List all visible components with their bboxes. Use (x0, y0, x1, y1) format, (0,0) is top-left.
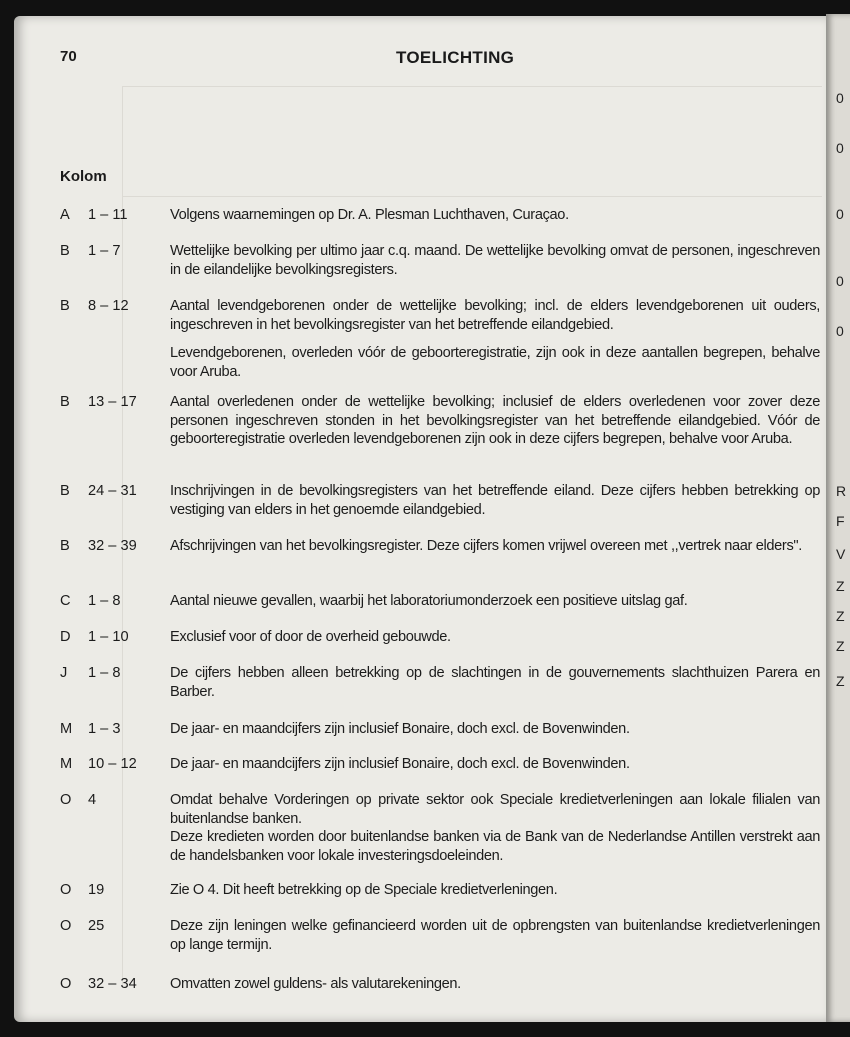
table-letter: O (60, 976, 72, 992)
column-range: 24 – 31 (88, 483, 137, 499)
note-paragraph: De jaar- en maandcijfers zijn inclusief Bonaire, doch excl. de Bovenwinden. (170, 756, 630, 772)
note-paragraph: Deze zijn leningen welke gefinancieerd worden uit de opbrengsten van buitenlandse kredietverleningen op lange termijn. (170, 918, 820, 953)
note-paragraph: Aantal overledenen onder de wettelijke bevolking; inclusief de elders overledenen voor zover deze personen ingeschreven stonden in het bevolkingsregister van het betreffende eilandgebied. Vóór de geboorteregistratie overleden levendgeborenen zijn ook in deze cijfers begrepen, behalve voor Aruba. (170, 394, 820, 447)
table-letter: J (60, 665, 68, 681)
table-letter: O (60, 882, 72, 898)
note-entry (60, 537, 820, 556)
note-text (170, 297, 820, 381)
table-letter: B (60, 243, 70, 259)
column-range: 32 – 34 (88, 976, 137, 992)
note-entry (60, 592, 820, 611)
edge-glyph: R (836, 483, 847, 499)
note-paragraph: Volgens waarnemingen op Dr. A. Plesman Luchthaven, Curaçao. (170, 207, 569, 223)
note-text (170, 592, 820, 611)
table-letter: A (60, 207, 70, 223)
table-letter: B (60, 394, 70, 410)
column-range: 25 (88, 918, 105, 934)
note-text (170, 664, 820, 701)
column-range: 8 – 12 (88, 298, 129, 314)
note-entry (60, 242, 820, 279)
section-heading: Kolom (60, 168, 107, 185)
table-letter: B (60, 538, 70, 554)
note-entry (60, 628, 820, 647)
document-page (14, 16, 826, 1022)
edge-glyph: Z (836, 608, 845, 624)
note-paragraph: Omdat behalve Vorderingen op private sektor ook Speciale kredietverleningen aan lokale filialen van buitenlandse banken. (170, 792, 820, 827)
column-range: 1 – 8 (88, 593, 121, 609)
note-text (170, 720, 820, 739)
table-letter: B (60, 298, 70, 314)
note-entry (60, 206, 820, 225)
column-range: 1 – 10 (88, 629, 129, 645)
note-entry (60, 664, 820, 701)
edge-glyph: Z (836, 673, 845, 689)
table-letter: O (60, 792, 72, 808)
note-text (170, 881, 820, 900)
column-range: 1 – 11 (88, 207, 128, 223)
note-text (170, 393, 820, 449)
note-entry (60, 297, 820, 381)
table-letter: B (60, 483, 70, 499)
note-text (170, 537, 820, 556)
table-letter: M (60, 756, 73, 772)
note-entry (60, 482, 820, 519)
column-range: 13 – 17 (88, 394, 137, 410)
note-entry (60, 881, 820, 900)
edge-glyph: Z (836, 578, 845, 594)
note-entry (60, 791, 820, 865)
note-text (170, 975, 820, 994)
note-paragraph: Deze kredieten worden door buitenlandse banken via de Bank van de Nederlandse Antillen verstrekt aan de handelsbanken voor lokale investeringsdoeleinden. (170, 829, 820, 864)
note-paragraph: Omvatten zowel guldens- als valutarekeningen. (170, 976, 461, 992)
note-entry (60, 720, 820, 739)
edge-glyph: F (836, 513, 845, 529)
page-number: 70 (60, 48, 77, 65)
note-text (170, 628, 820, 647)
column-range: 32 – 39 (88, 538, 137, 554)
note-entry (60, 393, 820, 449)
note-entry (60, 755, 820, 774)
note-paragraph: Exclusief voor of door de overheid gebouwde. (170, 629, 451, 645)
edge-glyph: 0 (836, 323, 844, 339)
note-text (170, 242, 820, 279)
note-entry (60, 975, 820, 994)
table-letter: C (60, 593, 71, 609)
note-paragraph: Afschrijvingen van het bevolkingsregister. Deze cijfers komen vrijwel overeen met ,,vertrek naar elders". (170, 538, 802, 554)
column-range: 4 (88, 792, 97, 808)
note-paragraph: Inschrijvingen in de bevolkingsregisters van het betreffende eiland. Deze cijfers hebben betrekking op vestiging van elders in het genoemde eilandgebied. (170, 483, 820, 518)
column-range: 10 – 12 (88, 756, 137, 772)
note-text (170, 206, 820, 225)
column-range: 1 – 8 (88, 665, 121, 681)
edge-glyph: Z (836, 638, 845, 654)
note-text (170, 755, 820, 774)
table-letter: M (60, 721, 73, 737)
bleed-through-rule (122, 196, 822, 197)
page-title: TOELICHTING (396, 48, 515, 67)
note-text (170, 482, 820, 519)
note-paragraph: De cijfers hebben alleen betrekking op de slachtingen in de gouvernements slachthuizen Parera en Barber. (170, 665, 820, 700)
edge-glyph: 0 (836, 206, 844, 222)
note-paragraph: Aantal nieuwe gevallen, waarbij het laboratoriumonderzoek een positieve uitslag gaf. (170, 593, 688, 609)
table-letter: D (60, 629, 71, 645)
note-paragraph: Wettelijke bevolking per ultimo jaar c.q. maand. De wettelijke bevolking omvat de personen, ingeschreven in de eilandelijke bevolkingsregisters. (170, 243, 820, 278)
note-paragraph: Levendgeborenen, overleden vóór de geboorteregistratie, zijn ook in deze aantallen begrepen, behalve voor Aruba. (170, 345, 820, 380)
note-paragraph: Zie O 4. Dit heeft betrekking op de Speciale kredietverleningen. (170, 882, 558, 898)
edge-glyph: 0 (836, 273, 844, 289)
column-range: 1 – 3 (88, 721, 121, 737)
edge-glyph: V (836, 546, 846, 562)
note-paragraph: Aantal levendgeborenen onder de wettelijke bevolking; incl. de elders levendgeborenen uit ouders, ingeschreven in het bevolkingsregister van het betreffende eilandgebied. (170, 298, 820, 333)
edge-glyph: 0 (836, 90, 844, 106)
note-entry (60, 917, 820, 954)
bleed-through-rule (122, 86, 822, 87)
column-range: 19 (88, 882, 105, 898)
edge-glyph: 0 (836, 140, 844, 156)
column-range: 1 – 7 (88, 243, 121, 259)
table-letter: O (60, 918, 72, 934)
note-paragraph: De jaar- en maandcijfers zijn inclusief Bonaire, doch excl. de Bovenwinden. (170, 721, 630, 737)
note-text (170, 791, 820, 865)
note-text (170, 917, 820, 954)
